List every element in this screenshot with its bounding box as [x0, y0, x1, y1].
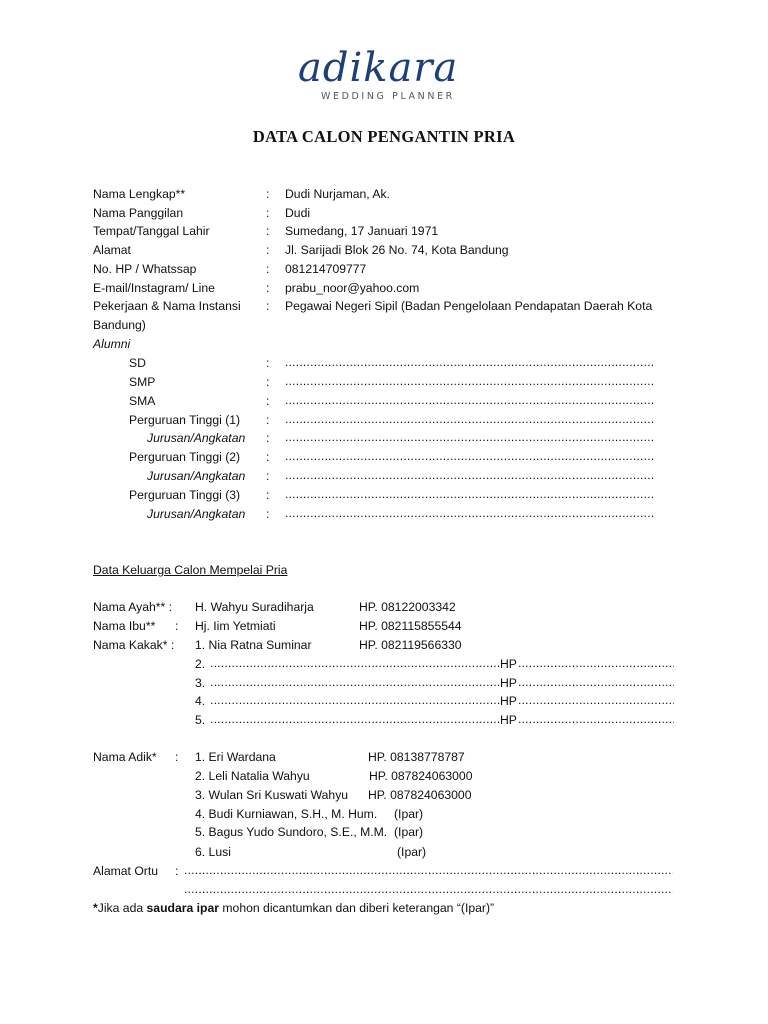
sibling-older-number: 2. — [195, 657, 206, 671]
sibling-younger-name: 2. Leli Natalia Wahyu — [195, 769, 310, 783]
sibling-younger-phone: HP. 08138778787 — [368, 750, 465, 764]
parents-address-label: Alamat Ortu — [93, 864, 159, 878]
blank-fill-line[interactable] — [285, 356, 653, 368]
blank-fill-line[interactable] — [285, 394, 653, 406]
blank-fill-line[interactable] — [184, 864, 673, 876]
father-phone: HP. 08122003342 — [359, 600, 456, 614]
field-value: Pegawai Negeri Sipil (Badan Pengelolaan Pendapatan Daerah Kota — [285, 299, 653, 313]
field-colon: : — [266, 375, 270, 389]
blank-fill-line[interactable] — [518, 713, 674, 725]
field-label: No. HP / Whatssap — [93, 262, 197, 276]
father-label: Nama Ayah** : — [93, 600, 173, 614]
blank-fill-line[interactable] — [210, 713, 500, 725]
alumni-heading: Alumni — [93, 337, 131, 351]
field-colon: : — [266, 187, 270, 201]
field-label: Pekerjaan & Nama Instansi — [93, 299, 241, 313]
field-label-continuation: Bandung) — [93, 318, 146, 332]
footnote — [93, 902, 494, 914]
field-label: Nama Lengkap** — [93, 187, 186, 201]
sibling-younger-name: 4. Budi Kurniawan, S.H., M. Hum. — [195, 807, 378, 821]
company-logo-wordmark: adikara — [298, 45, 459, 91]
blank-fill-line[interactable] — [285, 450, 653, 462]
footnote-star: * — [93, 901, 98, 915]
alumni-label-pt1: Perguruan Tinggi (1) — [129, 413, 241, 427]
blank-fill-line[interactable] — [518, 676, 674, 688]
sibling-older-name: 1. Nia Ratna Suminar — [195, 638, 312, 652]
field-colon: : — [175, 750, 179, 764]
hp-label: HP — [500, 713, 517, 727]
hp-label: HP — [500, 676, 517, 690]
field-colon: : — [175, 619, 179, 633]
sibling-younger-name: 5. Bagus Yudo Sundoro, S.E., M.M. — [195, 825, 388, 839]
blank-fill-line[interactable] — [210, 676, 500, 688]
field-label: Nama Panggilan — [93, 206, 184, 220]
mother-phone: HP. 082115855544 — [359, 619, 462, 633]
hp-label: HP — [500, 694, 517, 708]
blank-fill-line[interactable] — [518, 694, 674, 706]
sibling-younger-label: Nama Adik* — [93, 750, 157, 764]
sibling-older-number: 4. — [195, 694, 206, 708]
sibling-younger-phone: HP. 087824063000 — [368, 788, 472, 802]
blank-fill-line[interactable] — [184, 883, 673, 895]
field-colon: : — [175, 864, 179, 878]
alumni-label-sma: SMA — [129, 394, 156, 408]
blank-fill-line[interactable] — [210, 694, 500, 706]
field-colon: : — [266, 394, 270, 408]
blank-fill-line[interactable] — [285, 431, 653, 443]
alumni-label-pt2: Perguruan Tinggi (2) — [129, 450, 241, 464]
blank-fill-line[interactable] — [518, 657, 674, 669]
field-colon: : — [266, 469, 270, 483]
field-value: 081214709777 — [285, 262, 367, 276]
mother-name: Hj. Iim Yetmiati — [195, 619, 276, 633]
field-colon: : — [266, 488, 270, 502]
sibling-younger-note: (Ipar) — [394, 825, 424, 839]
footnote-bold: saudara ipar — [146, 901, 220, 915]
blank-fill-line[interactable] — [285, 488, 653, 500]
sibling-older-number: 3. — [195, 676, 206, 690]
blank-fill-line[interactable] — [285, 413, 653, 425]
field-colon: : — [266, 243, 270, 257]
family-heading: Data Keluarga Calon Mempelai Pria — [93, 563, 288, 577]
company-logo-tagline: WEDDING PLANNER — [321, 91, 455, 102]
sibling-younger-name: 6. Lusi — [195, 845, 231, 859]
field-colon: : — [266, 206, 270, 220]
footnote-text: mohon dicantumkan dan diberi keterangan “(Ipar)” — [219, 901, 495, 915]
field-label: Alamat — [93, 243, 131, 257]
sibling-younger-note: (Ipar) — [394, 807, 424, 821]
field-colon: : — [266, 431, 270, 445]
sibling-younger-phone: HP. 087824063000 — [369, 769, 473, 783]
footnote-text: Jika ada — [97, 901, 147, 915]
sibling-older-phone: HP. 082119566330 — [359, 638, 462, 652]
field-colon: : — [266, 356, 270, 370]
page-title: DATA CALON PENGANTIN PRIA — [252, 127, 516, 146]
sibling-older-number: 5. — [195, 713, 206, 727]
alumni-label-smp: SMP — [129, 375, 156, 389]
field-value: Dudi Nurjaman, Ak. — [285, 187, 390, 201]
mother-label: Nama Ibu** — [93, 619, 156, 633]
father-name: H. Wahyu Suradiharja — [195, 600, 314, 614]
field-colon: : — [266, 507, 270, 521]
alumni-label-jurusan: Jurusan/Angkatan — [147, 431, 246, 445]
field-colon: : — [266, 262, 270, 276]
field-value: Jl. Sarijadi Blok 26 No. 74, Kota Bandung — [285, 243, 509, 257]
field-colon: : — [266, 224, 270, 238]
blank-fill-line[interactable] — [210, 657, 500, 669]
alumni-label-jurusan: Jurusan/Angkatan — [147, 507, 246, 521]
sibling-younger-note: (Ipar) — [397, 845, 427, 859]
field-colon: : — [266, 299, 270, 313]
blank-fill-line[interactable] — [285, 469, 653, 481]
field-colon: : — [266, 413, 270, 427]
field-value: Dudi — [285, 206, 311, 220]
sibling-younger-name: 3. Wulan Sri Kuswati Wahyu — [195, 788, 349, 802]
field-value: Sumedang, 17 Januari 1971 — [285, 224, 439, 238]
hp-label: HP — [500, 657, 517, 671]
alumni-label-sd: SD — [129, 356, 146, 370]
field-colon: : — [266, 450, 270, 464]
field-label: E-mail/Instagram/ Line — [93, 281, 215, 295]
alumni-label-pt3: Perguruan Tinggi (3) — [129, 488, 241, 502]
sibling-older-label: Nama Kakak* : — [93, 638, 175, 652]
field-value: prabu_noor@yahoo.com — [285, 281, 420, 295]
blank-fill-line[interactable] — [285, 375, 653, 387]
field-label: Tempat/Tanggal Lahir — [93, 224, 210, 238]
alumni-label-jurusan: Jurusan/Angkatan — [147, 469, 246, 483]
blank-fill-line[interactable] — [285, 507, 653, 519]
sibling-younger-name: 1. Eri Wardana — [195, 750, 276, 764]
field-colon: : — [266, 281, 270, 295]
